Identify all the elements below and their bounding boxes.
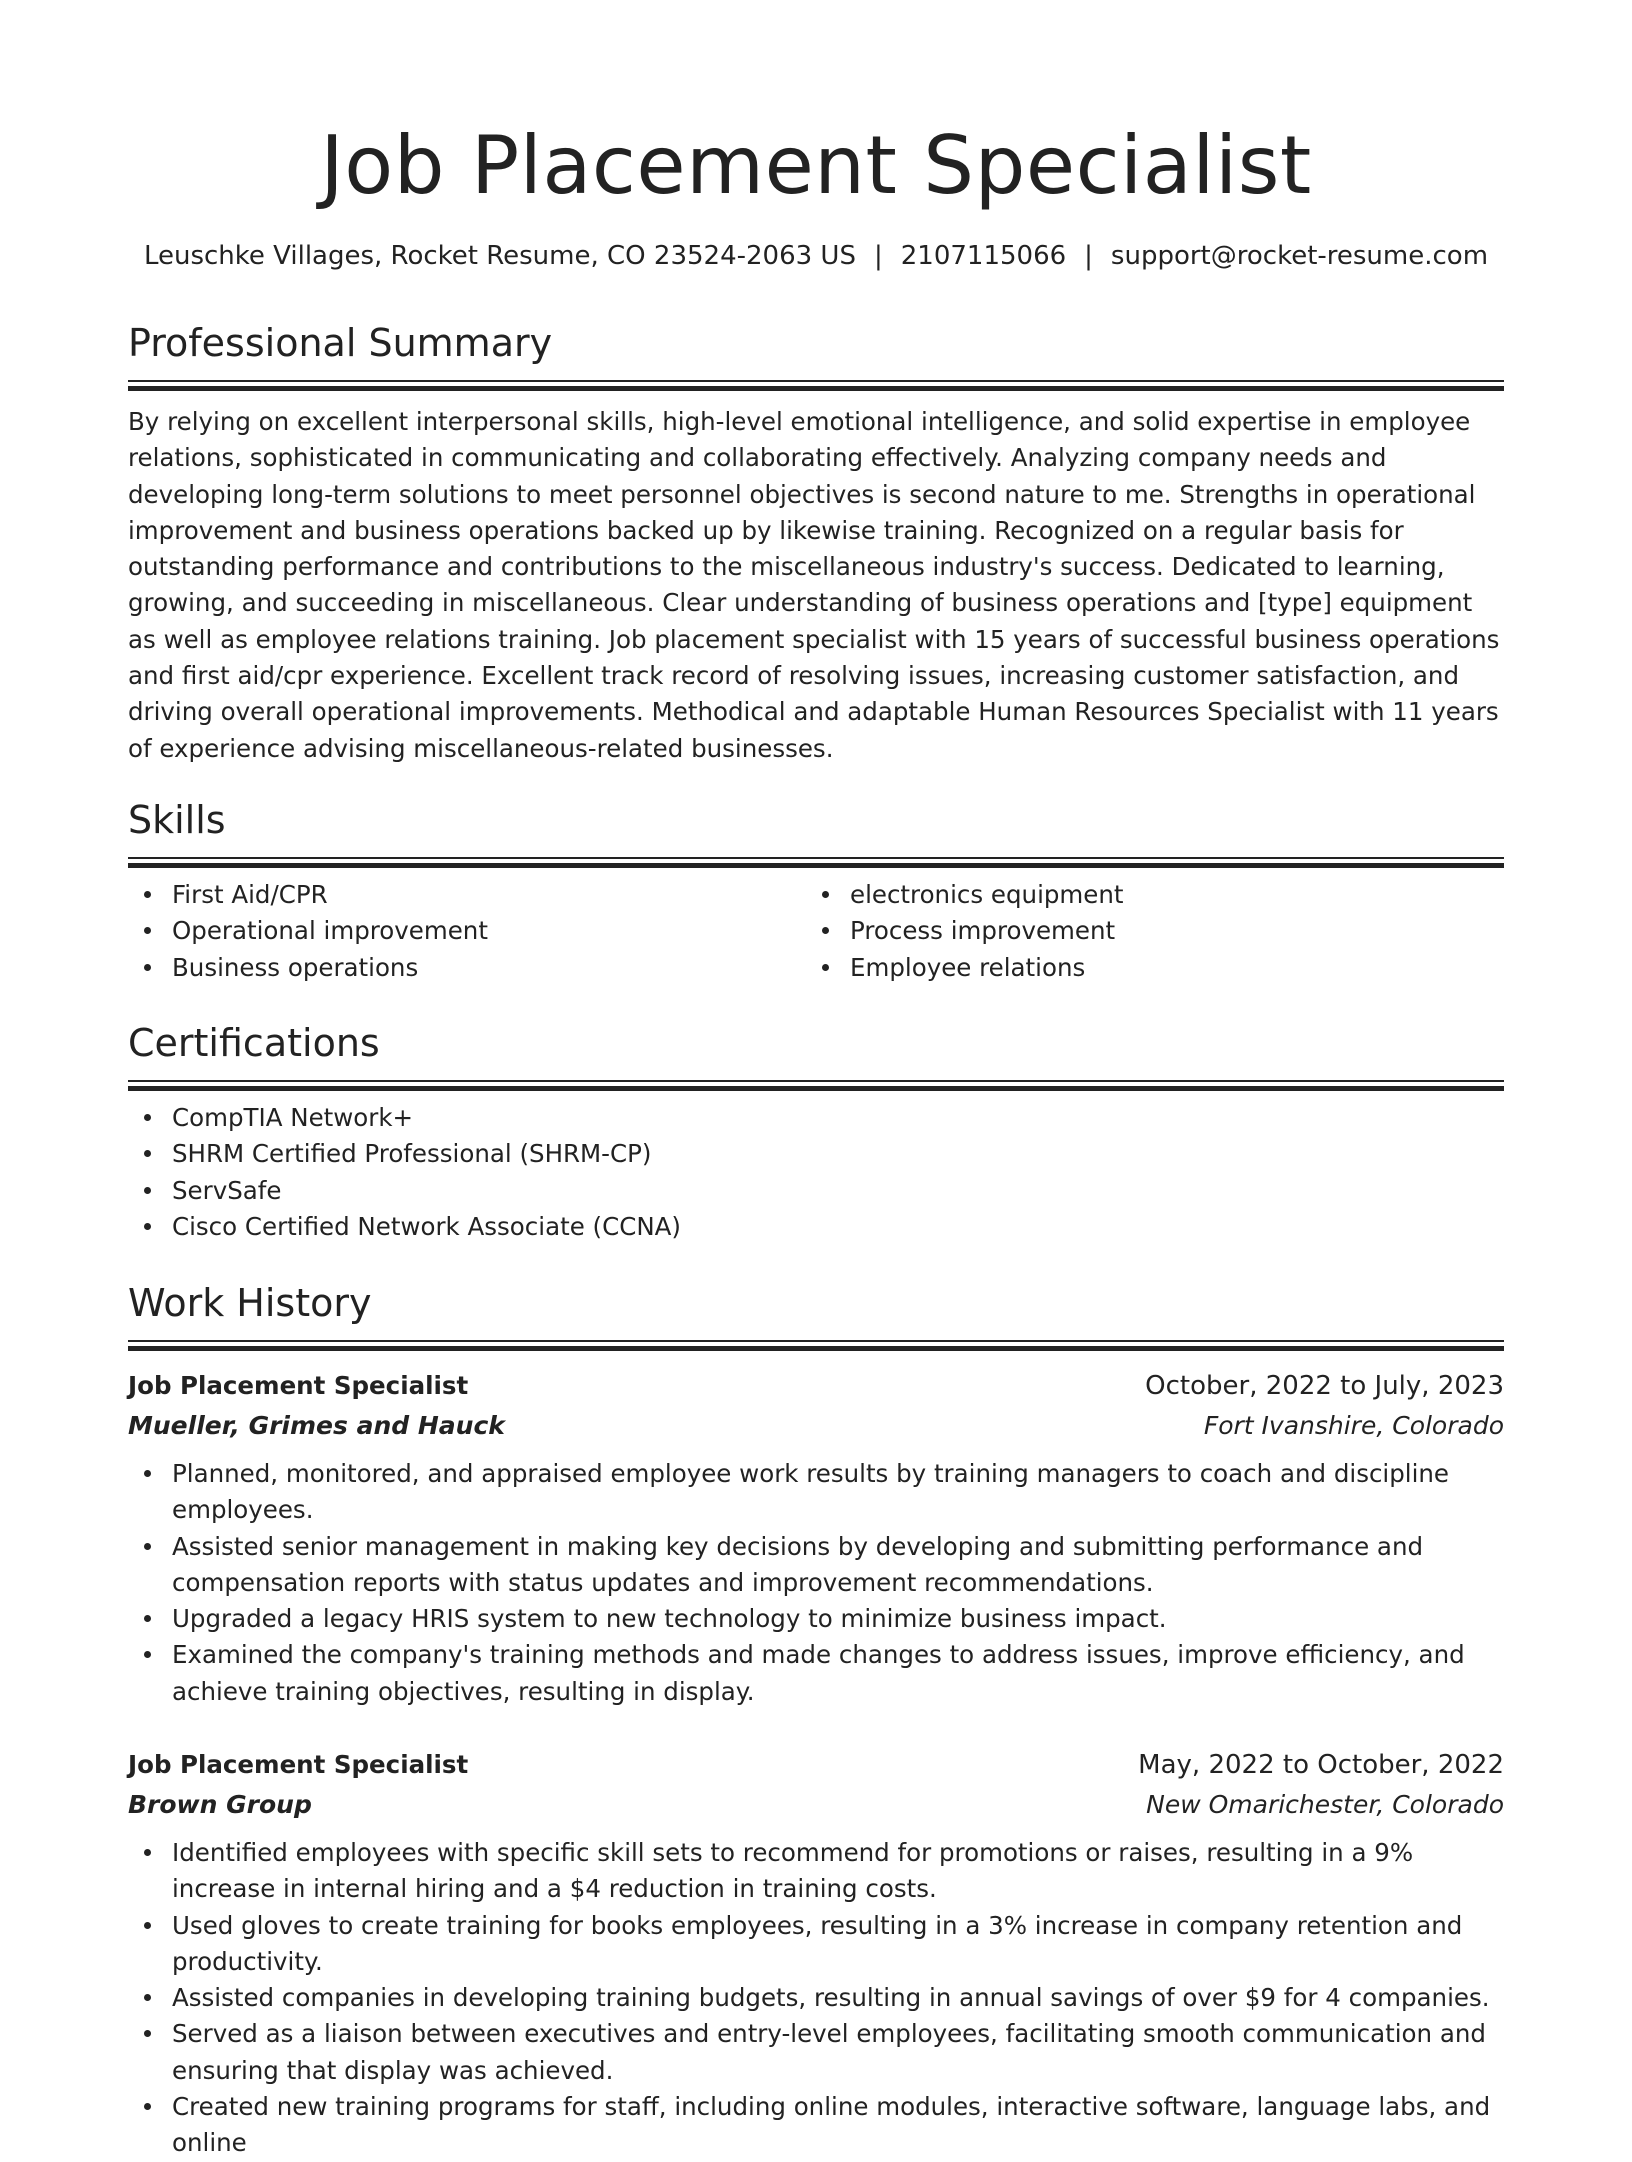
section-divider <box>128 380 1504 392</box>
certifications-section <box>128 1018 1504 1245</box>
summary-text: By relying on excellent interpersonal skills, high-level emotional intelligence, and solid expertise in employee relations, sophisticated in communicating and collaborating effectively. Analyzing company needs and developing long-term solutions to meet personnel objectives is second nature to me. Strengths in operational improvement and business operations backed up by likewise training. Recognized on a regular basis for outstanding performance and contributions to the miscellaneous industry's success. Dedicated to learning, growing, and succeeding in miscellaneous. Clear understanding of business operations and [type] equipment as well as employee relations training. Job placement specialist with 15 years of successful business operations and first aid/cpr experience. Excellent track record of resolving issues, increasing customer satisfaction, and driving overall operational improvements. Methodical and adaptable Human Resources Specialist with 11 years of experience advising miscellaneous-related businesses. <box>128 407 1500 763</box>
summary-section <box>128 318 1504 767</box>
contact-separator: | <box>1084 241 1093 271</box>
job-bullet: Created new training programs for staff, including online modules, interactive software, language labs, and online <box>128 2089 1504 2162</box>
job-dates: May, 2022 to October, 2022 <box>1138 1750 1504 1780</box>
certification-item: SHRM Certified Professional (SHRM-CP) <box>128 1136 1504 1172</box>
certifications-heading: Certifications <box>128 1021 380 1065</box>
certification-item: ServSafe <box>128 1173 1504 1209</box>
job-header-row <box>128 1366 1504 1406</box>
contact-separator: | <box>873 241 883 271</box>
job-bullet: Planned, monitored, and appraised employee work results by training managers to coach and discipline employees. <box>128 1456 1504 1529</box>
job-company: Mueller, Grimes and Hauck <box>128 1411 505 1440</box>
section-divider <box>128 857 1504 869</box>
skill-item: First Aid/CPR <box>128 877 806 913</box>
skill-item: Employee relations <box>806 950 1484 986</box>
job-bullet: Upgraded a legacy HRIS system to new technology to minimize business impact. <box>128 1601 1504 1637</box>
work-history-section <box>128 1278 1504 1352</box>
skill-item: electronics equipment <box>806 877 1484 913</box>
job-company-row <box>128 1406 1504 1446</box>
summary-heading: Professional Summary <box>128 321 553 365</box>
certifications-list <box>128 1100 1504 1245</box>
job-bullet: Assisted companies in developing training budgets, resulting in annual savings of over $9 for 4 companies. <box>128 1980 1504 2016</box>
job-location: Fort Ivanshire, Colorado <box>1203 1411 1504 1440</box>
job-title: Job Placement Specialist <box>128 1750 469 1779</box>
job-bullets <box>128 1835 1504 2162</box>
job-location: New Omarichester, Colorado <box>1146 1790 1504 1819</box>
skill-item: Process improvement <box>806 913 1484 949</box>
skills-section <box>128 795 1504 986</box>
job-entry <box>128 1366 1504 1710</box>
contact-email: support@rocket-resume.com <box>1110 241 1489 271</box>
job-company: Brown Group <box>128 1790 312 1819</box>
resume-name: Job Placement Specialist <box>320 119 1312 212</box>
job-title: Job Placement Specialist <box>128 1371 469 1400</box>
skills-heading: Skills <box>128 798 226 842</box>
work-history-heading: Work History <box>128 1281 372 1325</box>
section-divider <box>128 1080 1504 1092</box>
contact-address: Leuschke Villages, Rocket Resume, CO 23524-2063 US <box>143 241 856 271</box>
job-bullet: Identified employees with specific skill sets to recommend for promotions or raises, resulting in a 9% increase in internal hiring and a $4 reduction in training costs. <box>128 1835 1504 1908</box>
skills-list-right <box>806 877 1484 986</box>
job-company-row <box>128 1785 1504 1825</box>
section-divider <box>128 1340 1504 1352</box>
job-header-row <box>128 1745 1504 1785</box>
skills-list-left <box>128 877 806 986</box>
skills-grid <box>128 877 1504 986</box>
contact-phone: 2107115066 <box>900 241 1067 271</box>
job-entry <box>128 1745 1504 2162</box>
certification-item: CompTIA Network+ <box>128 1100 1504 1136</box>
job-bullet: Served as a liaison between executives and entry-level employees, facilitating smooth communication and ensuring that display was achieved. <box>128 2016 1504 2089</box>
job-bullet: Used gloves to create training for books employees, resulting in a 3% increase in company retention and productivity. <box>128 1908 1504 1981</box>
job-bullet: Assisted senior management in making key decisions by developing and submitting performance and compensation reports with status updates and improvement recommendations. <box>128 1529 1504 1602</box>
job-dates: October, 2022 to July, 2023 <box>1145 1371 1504 1401</box>
job-bullets <box>128 1456 1504 1710</box>
certification-item: Cisco Certified Network Associate (CCNA) <box>128 1209 1504 1245</box>
contact-line <box>128 238 1504 274</box>
job-bullet: Examined the company's training methods and made changes to address issues, improve efficiency, and achieve training objectives, resulting in display. <box>128 1637 1504 1710</box>
skill-item: Operational improvement <box>128 913 806 949</box>
skill-item: Business operations <box>128 950 806 986</box>
